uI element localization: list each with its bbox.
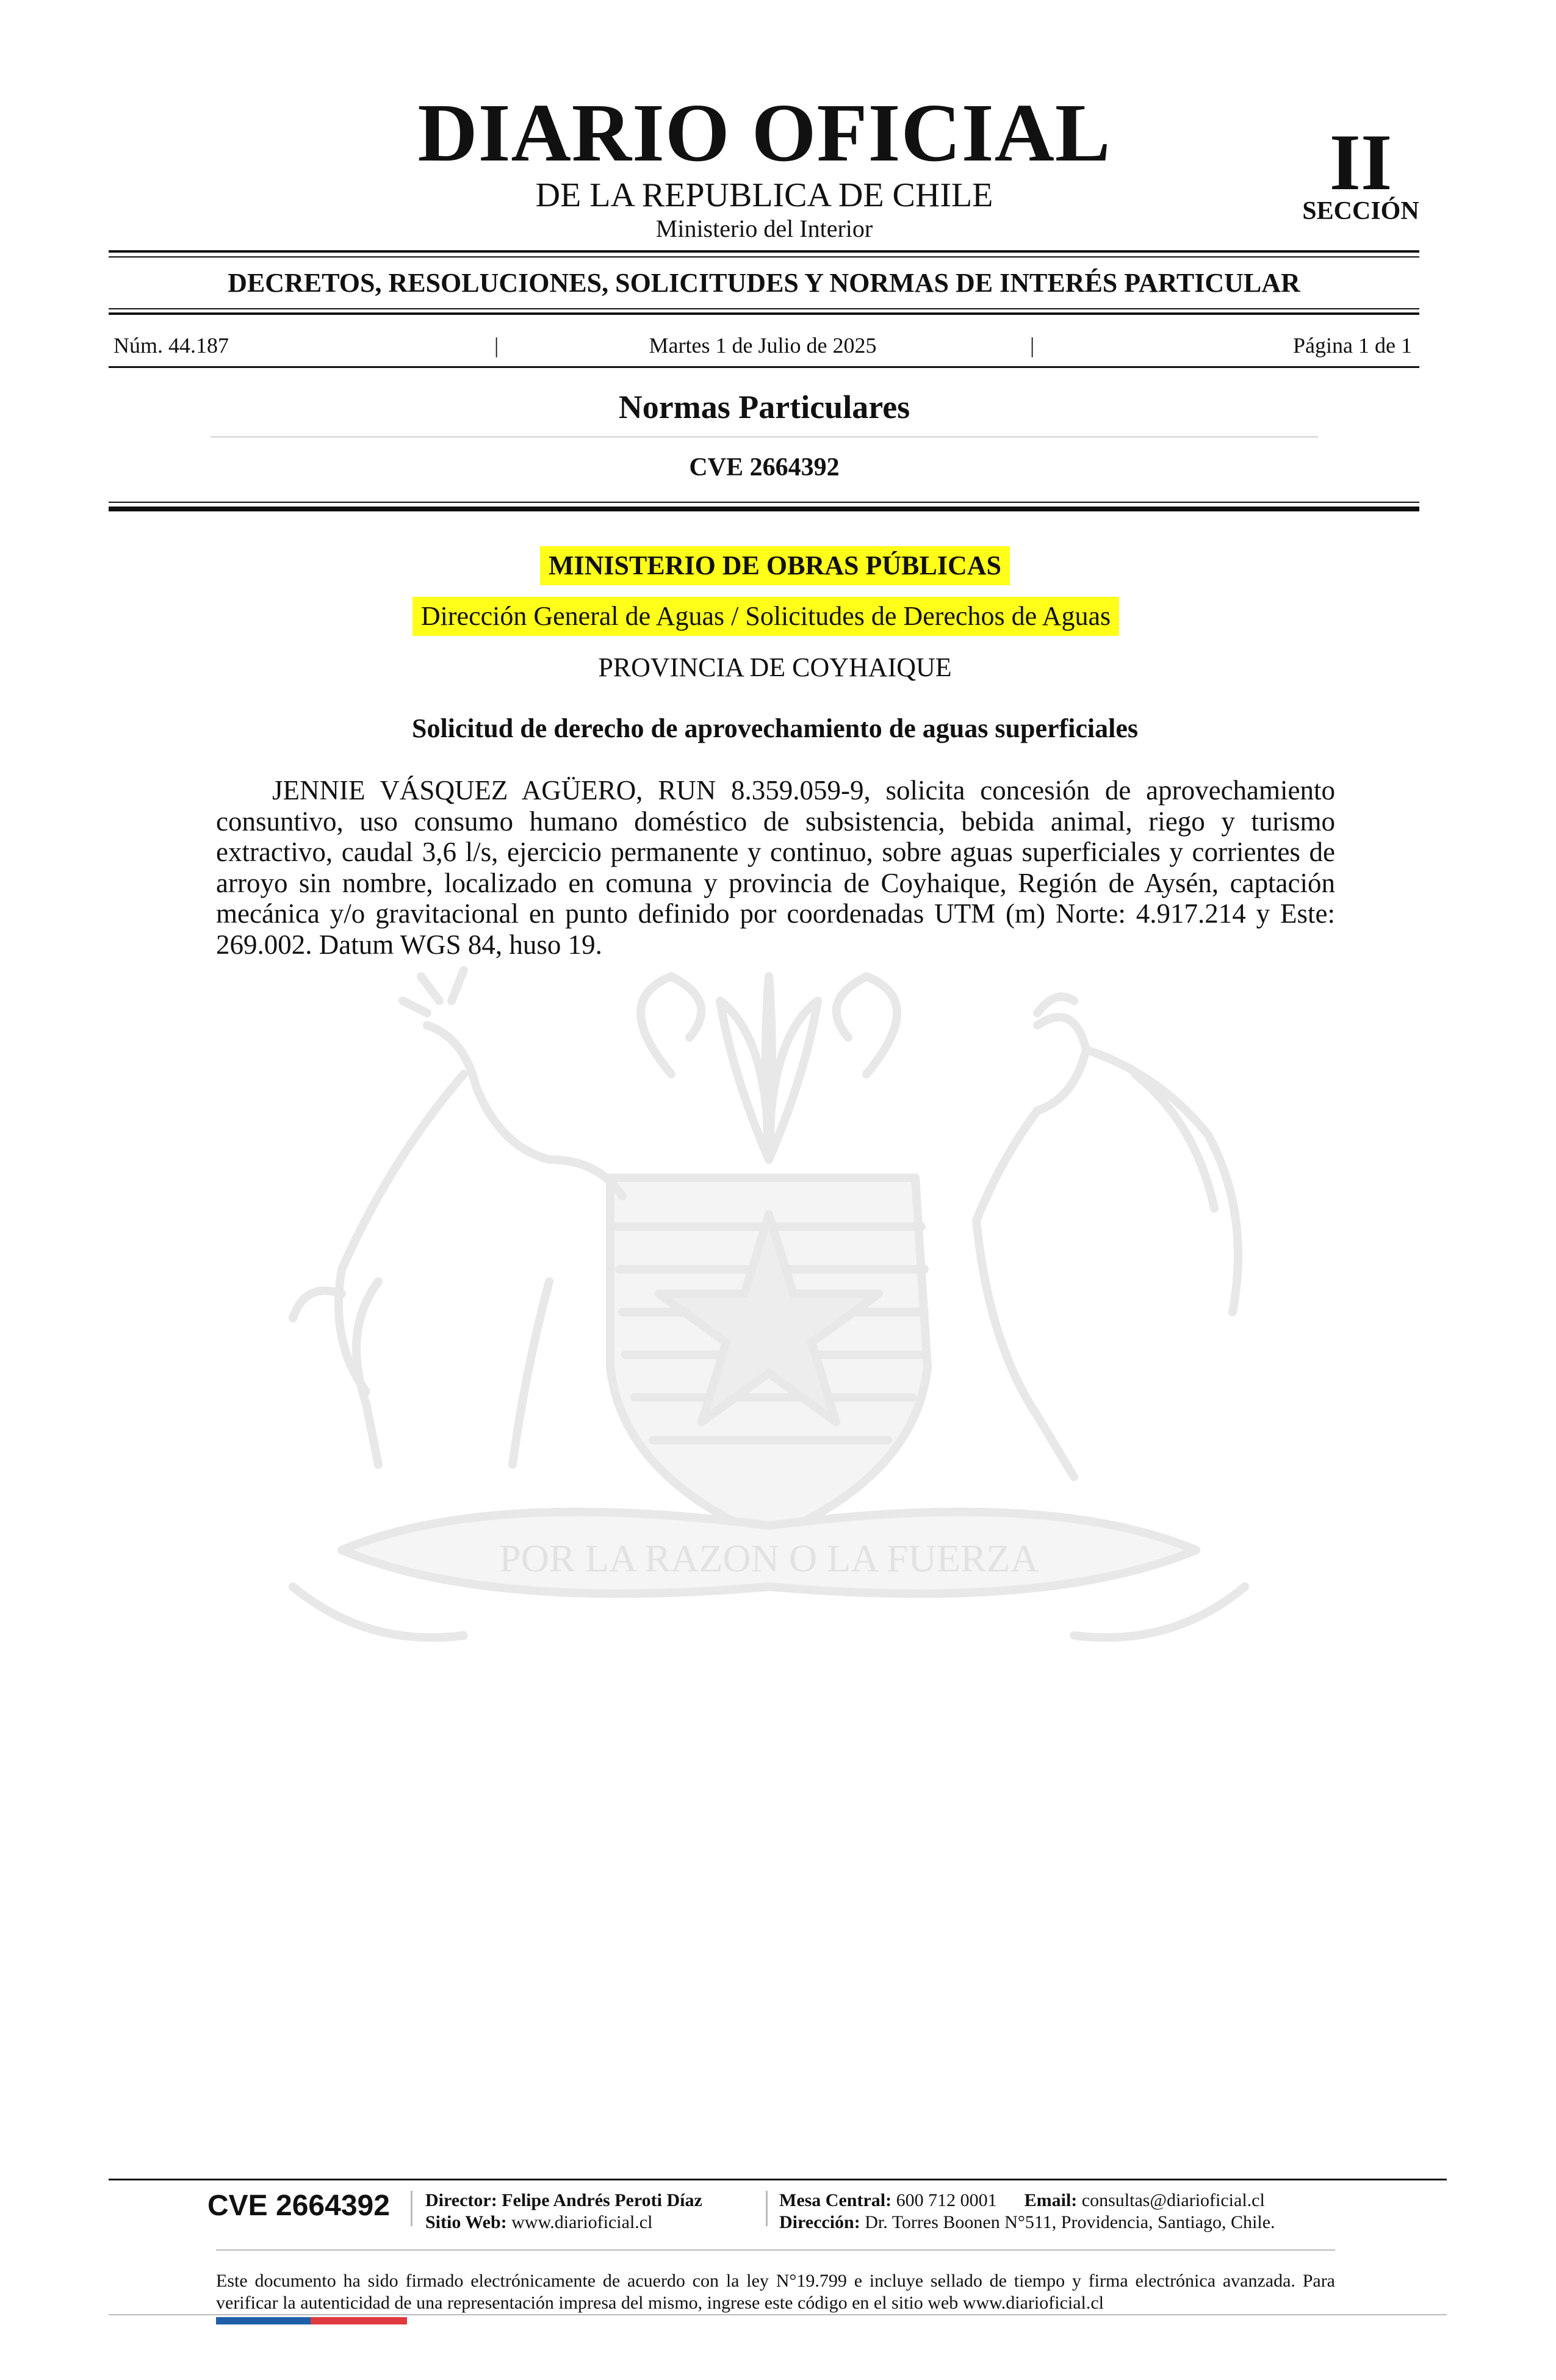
meta-separator-2: |	[1030, 333, 1035, 358]
email-link[interactable]: consultas@diarioficial.cl	[1081, 2190, 1265, 2210]
address-value: Dr. Torres Boonen N°511, Providencia, Santiago, Chile.	[865, 2212, 1275, 2232]
email-label: Email:	[1024, 2190, 1078, 2210]
masthead-subtitle: DE LA REPUBLICA DE CHILE	[535, 176, 993, 214]
footer-divider-2	[766, 2191, 768, 2226]
banner: DECRETOS, RESOLUCIONES, SOLICITUDES Y NORMAS DE INTERÉS PARTICULAR	[228, 268, 1300, 298]
director-name: Felipe Andrés Peroti Díaz	[502, 2190, 702, 2210]
banner-rule-1	[109, 308, 1419, 309]
province-heading: PROVINCIA DE COYHAIQUE	[598, 652, 952, 682]
cve-code: CVE 2664392	[689, 453, 840, 481]
top-rule-2	[109, 256, 1419, 258]
footer-site	[425, 2212, 652, 2234]
top-rule-1	[109, 250, 1419, 253]
masthead-title: DIARIO OFICIAL	[417, 87, 1111, 179]
flag-strip-red	[311, 2317, 407, 2324]
address-label: Dirección:	[779, 2212, 860, 2232]
mesa-label: Mesa Central:	[779, 2190, 892, 2210]
page-count: Página 1 de 1	[1293, 333, 1412, 358]
section-divider	[211, 436, 1318, 438]
masthead-ministry: Ministerio del Interior	[655, 215, 873, 242]
footer-bottom-rule	[109, 2314, 1447, 2315]
ministry-heading	[0, 546, 1550, 585]
issue-number: Núm. 44.187	[113, 333, 229, 358]
mesa-value: 600 712 0001	[896, 2190, 997, 2210]
ministry-highlight: MINISTERIO DE OBRAS PÚBLICAS	[540, 546, 1010, 585]
footer-address	[779, 2212, 1275, 2234]
meta-separator-1: |	[494, 333, 499, 358]
meta-rule	[109, 366, 1419, 368]
direction-highlight: Dirección General de Aguas / Solicitudes de Derechos de Aguas	[412, 597, 1119, 636]
footer-cve: CVE 2664392	[207, 2190, 390, 2222]
cve-rule-1	[109, 502, 1419, 503]
direction-heading	[0, 597, 1532, 636]
site-link[interactable]: www.diarioficial.cl	[511, 2212, 653, 2232]
footer-rule	[109, 2179, 1447, 2180]
director-label: Director:	[425, 2190, 497, 2210]
footer-note-rule	[216, 2249, 1335, 2251]
issue-date: Martes 1 de Julio de 2025	[649, 333, 877, 358]
flag-strip-blue	[216, 2317, 311, 2324]
section-title: Normas Particulares	[618, 389, 910, 425]
motto-text: POR LA RAZON O LA FUERZA	[499, 1537, 1039, 1580]
banner-rule-2	[109, 312, 1419, 315]
footer-divider-1	[411, 2191, 412, 2226]
footer-director	[425, 2190, 702, 2212]
section-number: II	[1329, 117, 1392, 207]
section-label: SECCIÓN	[1302, 197, 1419, 225]
cve-rule-2	[109, 507, 1419, 511]
footer-mesa	[779, 2190, 1265, 2212]
site-label: Sitio Web:	[425, 2212, 507, 2232]
footer-signature-note: Este documento ha sido firmado electrónicamente de acuerdo con la ley N°19.799 e incluye sellado de tiempo y firma electrónica avanzada. Para verificar la autenticidad de una representación impresa del mismo, ingrese este código en el sitio web www.diarioficial.cl	[216, 2271, 1335, 2313]
notice-title: Solicitud de derecho de aprovechamiento de aguas superficiales	[411, 713, 1139, 743]
notice-body: JENNIE VÁSQUEZ AGÜERO, RUN 8.359.059-9, solicita concesión de aprovechamiento consuntivo, uso consumo humano doméstico de subsistencia, bebida animal, riego y turismo extractivo, caudal 3,6 l/s, ejercicio permanente y continuo, sobre aguas superficiales y corrientes de arroyo sin nombre, localizado en comuna y provincia de Coyhaique, Región de Aysén, captación mecánica y/o gravitacional en punto definido por coordenadas UTM (m) Norte: 4.917.214 y Este: 269.002. Datum WGS 84, huso 19.	[216, 775, 1335, 960]
